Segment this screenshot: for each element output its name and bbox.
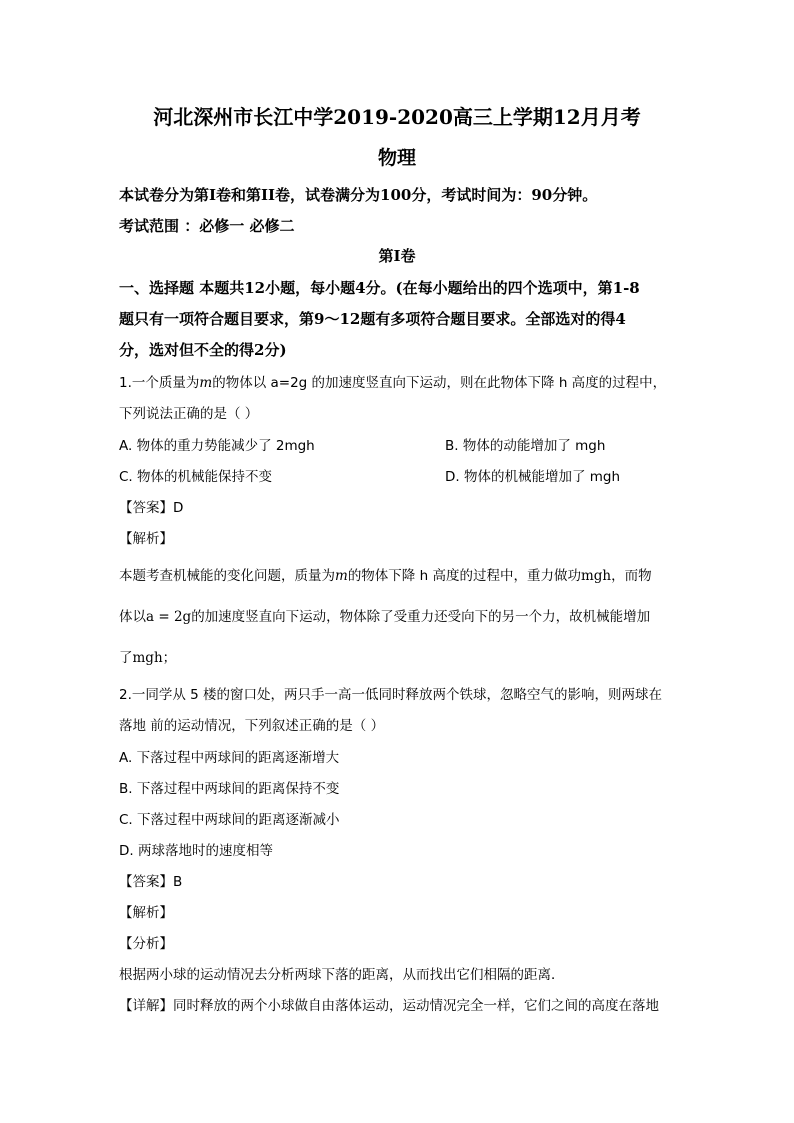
q1-explanation-line-3 [119,648,176,668]
q1-exp1-post: ，而物 [611,568,652,584]
q2-option-b: B. 下落过程中两球间的距离保持不变 [119,781,340,797]
q1-stem-line-1 [119,373,666,393]
exam-scope: 考试范围 ：必修一 必修二 [119,217,295,235]
q1-option-b: B. 物体的动能增加了 mgh [445,438,606,454]
q1-exp2-pre: 体以 [119,609,146,625]
q1-exp1-mid: 的物体下降 h 高度的过程中，重力做功 [347,568,581,584]
instructions-line-3: 分，选对但不全的得2分) [119,341,287,359]
q1-answer: 【答案】D [119,500,184,516]
q2-detail-line [119,996,659,1016]
q1-exp3-pre: 了 [119,650,133,666]
q2-analysis-label: 【解析】 [119,905,173,921]
section-heading: 第I卷 [378,247,416,265]
q1-stem-pre: 1.一个质量为 [119,375,200,391]
q1-exp1-mass: m [335,568,348,584]
q2-stem-line-2: 落地 前的运动情况，下列叙述正确的是（ ） [119,718,385,734]
q1-exp3-post: ； [162,650,177,666]
q2-option-d: D. 两球落地时的速度相等 [119,843,273,859]
q2-analysis-sub-label: 【分析】 [119,936,173,952]
instructions-line-2: 题只有一项符合题目要求，第9～12题有多项符合题目要求。全部选对的得4 [119,310,626,328]
q1-exp1-mgh: mgh [580,568,612,584]
q1-analysis-label: 【解析】 [119,531,173,547]
q1-exp2-post: 的加速度竖直向下运动，物体除了受重力还受向下的另一个力，故机械能增加 [191,609,651,625]
q2-detail-text: 同时释放的两个小球做自由落体运动，运动情况完全一样，它们之间的高度在落地 [173,998,659,1014]
q1-stem-line-2: 下列说法正确的是（ ） [119,406,259,422]
q2-answer: 【答案】B [119,874,183,890]
q1-option-a: A. 物体的重力势能减少了 2mgh [119,438,315,454]
exam-intro: 本试卷分为第I卷和第II卷，试卷满分为100分，考试时间为：90分钟。 [119,186,598,204]
subject-title: 物理 [377,147,416,169]
q2-option-a: A. 下落过程中两球间的距离逐渐增大 [119,750,340,766]
q1-mass-symbol: m [199,375,213,391]
q1-exp2-eq: a = 2g [146,609,192,625]
q1-exp1-pre: 本题考查机械能的变化问题，质量为 [119,568,335,584]
q1-option-d: D. 物体的机械能增加了 mgh [445,469,621,485]
q1-exp3-mgh: mgh [132,650,163,666]
q1-explanation-line-1 [119,566,652,586]
q1-stem-post: 的物体以 a=2g 的加速度竖直向下运动，则在此物体下降 h 高度的过程中， [212,375,667,391]
q2-option-c: C. 下落过程中两球间的距离逐渐减小 [119,812,340,828]
exam-title: 河北深州市长江中学2019-2020高三上学期12月月考 [153,105,641,129]
q2-detail-label: 【详解】 [119,998,173,1014]
q1-explanation-line-2 [119,607,650,627]
q2-explanation-line-1: 根据两小球的运动情况去分析两球下落的距离，从而找出它们相隔的距离． [119,967,565,983]
instructions-line-1: 一、选择题 本题共12小题，每小题4分。(在每小题给出的四个选项中，第1-8 [119,279,640,297]
q1-option-c: C. 物体的机械能保持不变 [119,469,273,485]
q2-stem-line-1: 2.一同学从 5 楼的窗口处，两只手一高一低同时释放两个铁球，忽略空气的影响，则两球在 [119,687,663,703]
